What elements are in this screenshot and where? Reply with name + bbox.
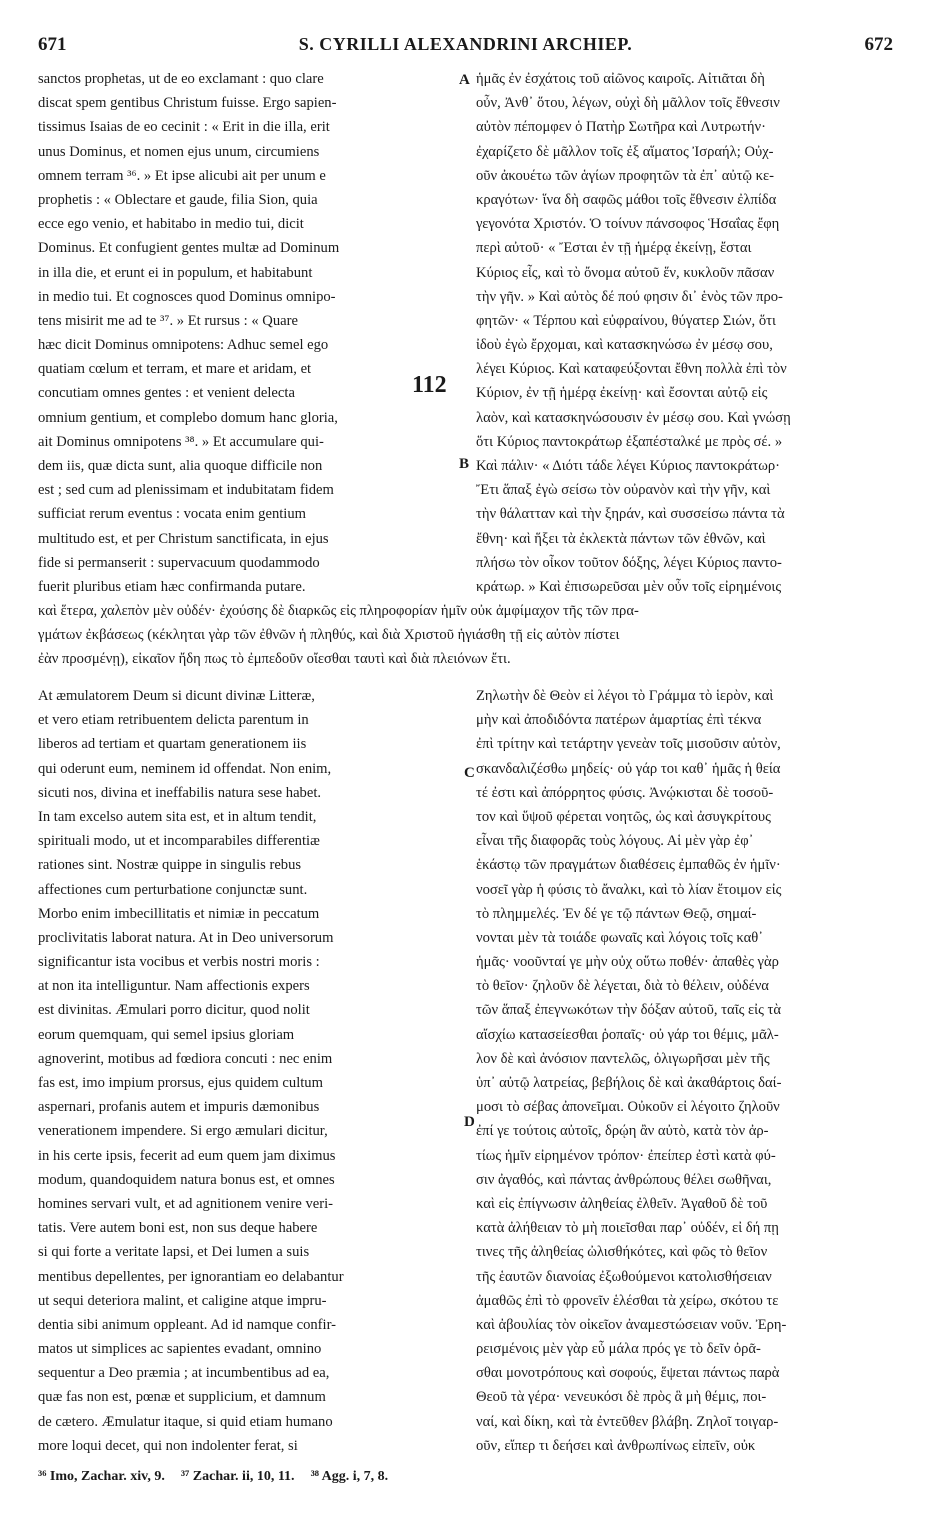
text-line: est divinitas. Æmulari porro dicitur, quod nolit [38, 1002, 310, 1019]
text-line: in medio tui. Et cognosces quod Dominus omnipo- [38, 288, 336, 305]
text-line: modum, quandoquidem natura bonus est, et omnes [38, 1171, 335, 1188]
text-line: γμάτων ἐκβάσεως (κέκληται γὰρ τῶν ἐθνῶν ἡ πληθύς, καὶ διὰ Χριστοῦ ἡγιάσθη τῇ εἰς αὐτὸν πίστει [38, 627, 620, 644]
text-line: qui oderunt eum, neminem id offendat. Non enim, [38, 760, 332, 777]
text-line: sicuti nos, divina et ineffabilis natura sese habet. [38, 784, 322, 801]
text-line: ἡμᾶς· νοοῦνταί γε μὴν οὐχ οὕτω ποθέν· ἀπαθὲς γὰρ [476, 954, 779, 971]
text-line: Morbo enim imbecillitatis et nimiæ in peccatum [38, 905, 320, 922]
text-line: τον καὶ ὕψοῦ φέρεται νοητῶς, ὡς καὶ ἀσυγκρίτους [476, 808, 771, 825]
text-line: τινες τῆς ἀληθείας ὠλισθήκότες, καὶ φῶς τὸ θεῖον [476, 1244, 768, 1261]
text-line: quatiam cœlum et terram, et mare et aridam, et [38, 361, 312, 378]
text-line: ἐπὶ τρίτην καὶ τετάρτην γενεὰν τοῖς μισοῦσιν αὐτὸν, [476, 736, 781, 753]
text-line: concutiam omnes gentes : et venient delecta [38, 385, 295, 402]
text-line: σκανδαλιζέσθω μηδείς· οὐ γάρ τοι καθ᾽ ἡμᾶς ἡ θεία [476, 760, 781, 777]
text-line: λέγει Κύριος. Καὶ καταφεύξονται ἔθνη πολλὰ ἐπὶ τὸν [476, 361, 787, 378]
text-line: fuerit pluribus etiam hæc confirmanda putare. [38, 578, 306, 595]
greek-column-bottom [476, 684, 894, 1458]
column-number: 112 [412, 372, 447, 398]
text-line: ὑπ᾽ αὐτῷ λατρείας, βεβήλοις δὲ καὶ ἀκαθάρτοις δαί- [476, 1075, 782, 1091]
text-line: οὖν, Ἀνθ᾽ ὅτου, λέγων, οὐχὶ δὴ μᾶλλον τοῖς ἔθνεσιν [476, 95, 780, 112]
text-line: dem iis, quæ dicta sunt, alia quoque difficile non [38, 458, 323, 474]
text-line: νοσεῖ γὰρ ἡ φύσις τὸ ἄναλκι, καὶ τὸ λίαν ἕτοιμον εἰς [476, 881, 782, 898]
text-line: spirituali modo, ut et incomparabiles differentiæ [38, 833, 320, 850]
running-header [38, 34, 893, 60]
footnote: ³⁶ Imo, Zachar. xiv, 9. [38, 1469, 165, 1484]
text-line: καὶ ἀβουλίας τὸν οἰκεῖον ἀναμεστώσειαν νοῦν. Ἐρη- [476, 1316, 787, 1333]
text-line: ἑκάστῳ τῶν πραγμάτων διαθέσεις ἐμπαθῶς ἐν ἡμῖν· [476, 857, 781, 874]
text-line: significantur ista vocibus et verbis nostri moris : [38, 954, 320, 971]
text-line: τὸ θεῖον· ζηλοῦν δὲ λέγεται, διὰ τὸ θέλειν, οὐδένα [476, 978, 769, 995]
text-line: sequentur a Deo præmia ; at incumbentibus ad ea, [38, 1365, 330, 1382]
text-line: αὐτὸν πέπομφεν ὁ Πατὴρ Σωτῆρα καὶ Λυτρωτήν· [476, 119, 766, 136]
margin-letter-a: A [459, 72, 470, 88]
running-title: S. CYRILLI ALEXANDRINI ARCHIEP. [298, 34, 633, 54]
text-line: λαὸν, καὶ κατασκηνώσουσιν ἐν μέσῳ σου. Καὶ γνώσῃ [476, 409, 791, 426]
text-line: sufficiat rerum eventus : vocata enim gentium [38, 506, 307, 523]
text-line: discat spem gentibus Christum fuisse. Ergo sapien- [38, 95, 337, 112]
text-line: in his certe ipsis, fecerit ad eum quem jam diximus [38, 1147, 336, 1164]
text-line: ait Dominus omnipotens ³⁸. » Et accumulare qui- [38, 433, 324, 450]
text-line: tens misirit me ad te ³⁷. » Et rursus : « Quare [38, 312, 298, 329]
text-line: venerationem impendere. Si ergo æmulari dicitur, [38, 1123, 328, 1140]
text-line: At æmulatorem Deum si dicunt divinæ Litteræ, [38, 688, 315, 704]
margin-letter-d: D [464, 1114, 475, 1130]
text-line: multitudo est, et per Christum sanctificata, in ejus [38, 530, 329, 547]
text-line: τίως ἡμῖν εἰρημένον τρόπον· ἐπείπερ ἐστὶ κατὰ φύ- [476, 1147, 776, 1164]
text-line: κραγότων· ἵνα δὴ σαφῶς μάθοι τοῖς ἔθνεσιν ἐλπίδα [476, 191, 777, 208]
text-line: εἶναι τῆς διαφορᾶς τοὺς λόγους. Αἱ μὲν γὰρ ἐφ᾽ [476, 833, 754, 850]
text-line: ἔθνη· καὶ ἥξει τὰ ἐκλεκτὰ πάντων τῶν ἐθνῶν, καὶ [476, 530, 766, 547]
text-line: unus Dominus, et nomen ejus unum, circumiens [38, 143, 320, 160]
text-line: omnem terram ³⁶. » Et ipse alicubi ait per unum e [38, 167, 326, 184]
text-line: tatis. Vere autem boni est, non sus deque habere [38, 1220, 318, 1237]
text-line: si qui forte a veritate lapsi, et Dei lumen a suis [38, 1244, 310, 1261]
text-line: ἐχαρίζετο δὲ μᾶλλον τοῖς ἐξ αἵματος Ἰσραήλ; Οὐχ- [476, 143, 774, 160]
page-number-left: 671 [38, 34, 67, 55]
text-line: καὶ ἕτερα, χαλεπὸν μὲν οὐδέν· ἐχούσης δὲ διαρκῶς εἰς πληροφορίαν ἡμῖν οὐκ ἀμφίμαχον τῆς τῶν πρα- [38, 603, 639, 619]
text-line: est ; sed cum ad plenissimam et indubitatam fidem [38, 482, 334, 499]
text-line: proclivitatis laborat natura. At in Deo universorum [38, 929, 334, 946]
greek-column-top [476, 67, 894, 599]
greek-full-width-passage [38, 599, 894, 672]
text-line: hæc dicit Dominus omnipotens: Adhuc semel ego [38, 337, 329, 354]
text-line: agnoverint, motibus ad fœdiora concuti : nec enim [38, 1050, 333, 1067]
text-line: sanctos prophetas, ut de eo exclamant : quo clare [38, 71, 324, 87]
text-line: omnium gentium, et complebo domum hanc gloria, [38, 409, 338, 426]
text-line: σιν ἀγαθός, καὶ πάντας ἀνθρώπους θέλει σωθῆναι, [476, 1171, 772, 1188]
text-line: μὴν καὶ ἀποδιδόντα πατέρων ἁμαρτίας ἐπὶ τέκνα [476, 712, 762, 729]
text-line: ἰδοὺ ἐγὼ ἔρχομαι, καὶ κατασκηνώσω ἐν μέσῳ σου, [476, 337, 773, 354]
text-line: καὶ εἰς ἐπίγνωσιν ἀληθείας ἐλθεῖν. Ἀγαθοῦ δὲ τοῦ [476, 1195, 768, 1212]
text-line: Θεοῦ τὰ γέρα· νενευκόσι δὲ πρὸς ἃ μὴ θέμις, ποι- [476, 1389, 767, 1406]
text-line: τὴν θάλατταν καὶ τὴν ξηράν, καὶ συσσείσω πάντα τὰ [476, 506, 785, 523]
text-line: ἡμᾶς ἐν ἐσχάτοις τοῦ αἰῶνος καιροῖς. Αἰτιᾶται δὴ [476, 71, 765, 87]
text-line: τὸ πλημμελές. Ἐν δέ γε τῷ πάντων Θεῷ, σημαί- [476, 905, 757, 922]
latin-column-top [38, 67, 461, 599]
text-line: Dominus. Et confugient gentes multæ ad Dominum [38, 240, 340, 257]
latin-column-bottom [38, 684, 461, 1458]
text-line: Κύριος εἷς, καὶ τὸ ὄνομα αὐτοῦ ἕν, κυκλοῦν πᾶσαν [476, 264, 775, 281]
text-line: ecce ego venio, et habitabo in medio tui, dicit [38, 216, 304, 233]
text-line: ἀμαθῶς ἐπὶ τὸ φρονεῖν ἑλέσθαι τὰ χείρω, σκότου τε [476, 1292, 779, 1309]
text-line: de cætero. Æmulatur itaque, si quid etiam humano [38, 1413, 333, 1430]
text-line: φητῶν· « Τέρπου καὶ εὐφραίνου, θύγατερ Σιών, ὅτι [476, 312, 776, 329]
text-line: at non ita intelliguntur. Nam affectionis expers [38, 978, 310, 995]
text-line: Ἔτι ἅπαξ ἐγὼ σείσω τὸν οὐρανὸν καὶ τὴν γῆν, καὶ [476, 482, 771, 499]
text-line: γεγονότα Χριστόν. Ὁ τοίνυν πάνσοφος Ἡσαΐας ἔφη [476, 216, 780, 233]
text-line: eorum quemquam, qui semel ipsius gloriam [38, 1026, 295, 1043]
margin-letter-c: C [464, 765, 475, 781]
text-line: νονται μὲν τὰ τοιάδε φωναῖς καὶ λόγοις τοῖς καθ᾽ [476, 929, 764, 946]
text-line: κράτωρ. » Καὶ ἐπισωρεῦσαι μὲν οὖν τοῖς εἰρημένοις [476, 578, 782, 595]
margin-letter-b: B [459, 456, 470, 472]
text-line: in illa die, et erunt ei in populum, et habitabunt [38, 264, 313, 281]
text-line: ut sequi deteriora malint, et caligine atque impru- [38, 1292, 327, 1309]
text-line: ἐὰν προσμένῃ), εἰκαῖον ἤδη πως τὸ ἐμπεδοῦν οἴεσθαι ταυτὶ καὶ διὰ πλειόνων ἔτι. [38, 651, 511, 668]
text-line: οῦν ἀκουέτω τῶν ἁγίων προφητῶν τὰ ἐπ᾽ αὐτῷ κε- [476, 167, 775, 184]
text-line: tissimus Isaias de eo cecinit : « Erit in die illa, erit [38, 119, 330, 136]
footnote: ³⁸ Agg. i, 7, 8. [310, 1469, 389, 1484]
text-line: affectiones cum perturbatione conjunctæ sunt. [38, 881, 308, 898]
text-line: μοσι τὸ σέβας ἀπονεῖμαι. Οὐκοῦν εἰ λέγοιτο ζηλοῦν [476, 1099, 780, 1116]
text-line: οῦν, εἴπερ τι δεήσει καὶ ἀνθρωπίνως εἰπεῖν, οὐκ [476, 1437, 756, 1454]
text-line: prophetis : « Oblectare et gaude, filia Sion, quia [38, 191, 318, 208]
text-line: rationes sint. Nostræ quippe in singulis rebus [38, 857, 302, 874]
text-line: Ζηλωτὴν δὲ Θεὸν εἰ λέγοι τὸ Γράμμα τὸ ἱερὸν, καὶ [476, 688, 774, 704]
text-line: fas est, imo impium prorsus, ejus quidem cultum [38, 1075, 323, 1091]
footnote: ³⁷ Zachar. ii, 10, 11. [180, 1469, 295, 1484]
text-line: liberos ad tertiam et quartam generationem iis [38, 736, 307, 753]
text-line: ἐπί γε τούτοις αὐτοῖς, δρῴη ἂν αὐτὸ, κατὰ τὸν ἀρ- [476, 1123, 769, 1140]
text-line: aspernari, profanis autem et impuris dæmonibus [38, 1099, 320, 1116]
text-line: αἴσχίω κατασείεσθαι ῥοπαῖς· οὐ γάρ τοι θέμις, μᾶλ- [476, 1026, 779, 1043]
text-line: Κύριον, ἐν τῇ ἡμέρᾳ ἐκείνῃ· καὶ ἔσονται αὐτῷ εἰς [476, 385, 768, 402]
text-line: ὅτι Κύριος παντοκράτωρ ἐξαπέσταλκέ με πρὸς σέ. » [476, 433, 783, 450]
text-line: dentia sibi animum oppleant. Ad id namque confir- [38, 1316, 337, 1333]
text-line: ρεισμένοις μὲν γὰρ εὖ μάλα πρός γε τὸ δεῖν ὀρᾶ- [476, 1341, 761, 1358]
page-number-right: 672 [864, 34, 893, 55]
text-line: κατὰ ἀλήθειαν τὸ μὴ ποιεῖσθαι παρ᾽ οὐδέν, εἰ δή πῃ [476, 1220, 779, 1237]
text-line: more loqui decet, qui non indolenter ferat, si [38, 1437, 298, 1454]
text-line: ναί, καὶ δίκη, καὶ τὰ ἐντεῦθεν βλάβη. Ζηλοῖ τοιγαρ- [476, 1413, 779, 1430]
text-line: Καὶ πάλιν· « Διότι τάδε λέγει Κύριος παντοκράτωρ· [476, 458, 780, 474]
text-line: περὶ αὐτοῦ· « Ἔσται ἐν τῇ ἡμέρᾳ ἐκείνῃ, ἔσται [476, 240, 752, 257]
text-line: In tam excelso autem sita est, et in altum tendit, [38, 808, 317, 825]
text-line: homines servari vult, et ad agnitionem venire veri- [38, 1195, 334, 1212]
text-line: σθαι μονοτρόπους καὶ σοφούς, ἕψεται πάντως παρὰ [476, 1365, 780, 1382]
text-line: quæ fas non est, pœnæ et supplicium, et damnum [38, 1389, 326, 1406]
text-line: et vero etiam retribuentem delicta parentum in [38, 712, 309, 729]
text-line: mentibus depellentes, per ignorantiam eo delabantur [38, 1268, 344, 1285]
text-line: τὴν γῆν. » Καὶ αὐτὸς δέ πού φησιν δι᾽ ἑνὸς τῶν προ- [476, 288, 783, 305]
footnotes [38, 1469, 893, 1485]
text-line: τῶν ἅπαξ ἐπεγνωκότων τὴν δόξαν αὐτοῦ, ταῖς εἰς τὰ [476, 1002, 782, 1019]
text-line: πλήσω τὸν οἶκον τοῦτον δόξης, λέγει Κύριος παντο- [476, 554, 782, 571]
text-line: τέ ἐστι καὶ ἀπόρρητος φύσις. Ἀνῴκισται δὲ τοσοῦ- [476, 784, 774, 801]
text-line: matos ut simplices ac sapientes evadant, omnino [38, 1341, 322, 1358]
text-line: fide si permanserit : supervacuum quodammodo [38, 554, 320, 571]
text-line: τῆς ἑαυτῶν διανοίας ἐξωθούμενοι κατολισθήσειαν [476, 1268, 772, 1285]
text-line: λον δὲ καὶ ἀνόσιον παντελῶς, ὀλιγωρῆσαι μὲν τῆς [476, 1050, 770, 1067]
